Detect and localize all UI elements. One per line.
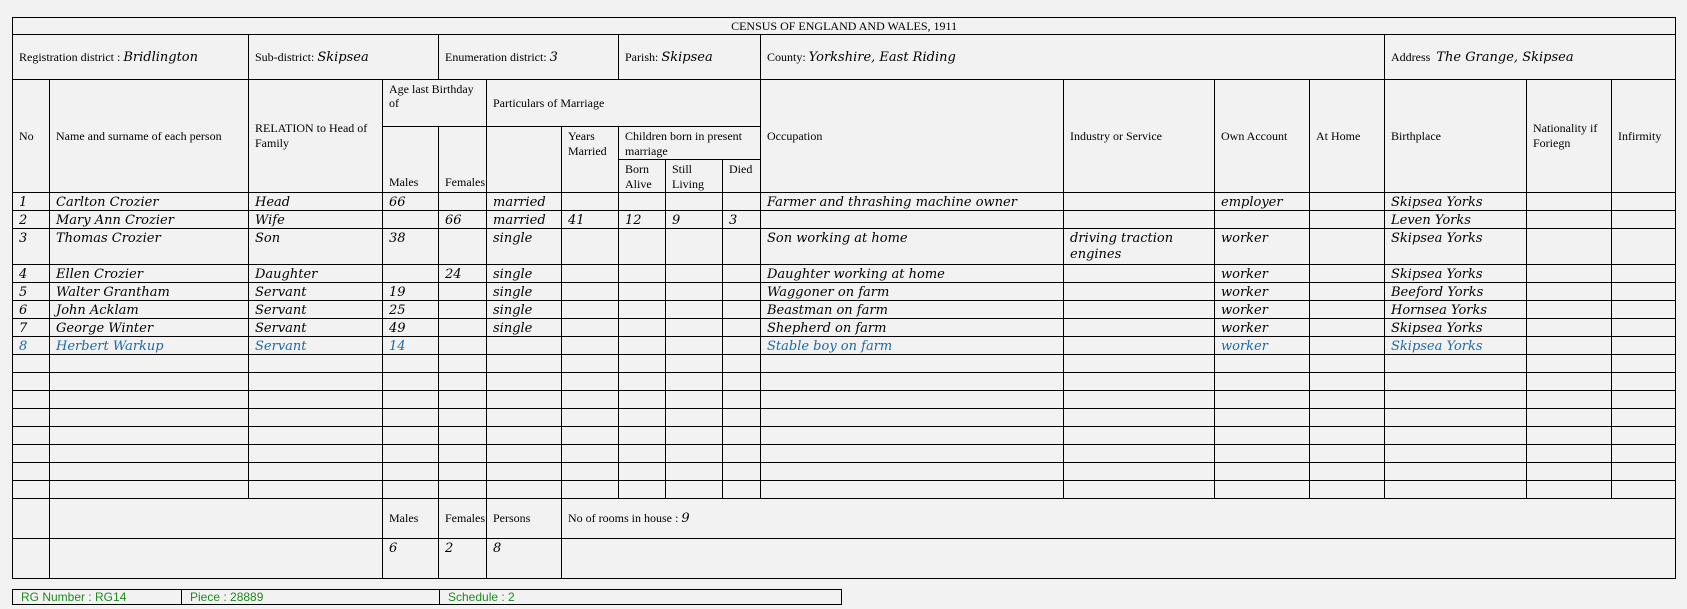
- row-females: [439, 301, 487, 319]
- row-own-account: worker: [1215, 265, 1310, 283]
- row-relation: Son: [249, 229, 383, 265]
- row-own-account: [1215, 211, 1310, 229]
- header-at-home: At Home: [1310, 80, 1385, 193]
- row-at-home: [1310, 229, 1385, 265]
- row-still-living: [666, 265, 723, 283]
- row-name: Walter Grantham: [50, 283, 249, 301]
- row-years-married: [562, 319, 619, 337]
- row-occupation: [761, 211, 1064, 229]
- row-nationality: [1527, 301, 1612, 319]
- row-nationality: [1527, 337, 1612, 355]
- row-still-living: [666, 229, 723, 265]
- header-still-living: Still Living: [666, 160, 723, 193]
- row-years-married: [562, 229, 619, 265]
- table-row: [13, 211, 1676, 229]
- row-born-alive: [619, 283, 666, 301]
- row-born-alive: [619, 319, 666, 337]
- row-infirmity: [1612, 337, 1676, 355]
- row-infirmity: [1612, 265, 1676, 283]
- row-males: 25: [383, 301, 439, 319]
- row-infirmity: [1612, 319, 1676, 337]
- row-females: [439, 229, 487, 265]
- row-nationality: [1527, 265, 1612, 283]
- table-row: [13, 265, 1676, 283]
- row-died: [723, 283, 761, 301]
- row-name: Ellen Crozier: [50, 265, 249, 283]
- row-occupation: Stable boy on farm: [761, 337, 1064, 355]
- totals-males: 6: [383, 539, 439, 579]
- person-rows: [13, 193, 1676, 499]
- row-years-married: [562, 265, 619, 283]
- row-males: [383, 265, 439, 283]
- row-no: 3: [13, 229, 50, 265]
- row-name: Carlton Crozier: [50, 193, 249, 211]
- row-males: 19: [383, 283, 439, 301]
- row-relation: Daughter: [249, 265, 383, 283]
- row-birthplace: Skipsea Yorks: [1385, 229, 1527, 265]
- row-marital-status: married: [487, 193, 562, 211]
- row-years-married: 41: [562, 211, 619, 229]
- totals-persons-label: Persons: [487, 499, 562, 539]
- row-born-alive: 12: [619, 211, 666, 229]
- row-at-home: [1310, 193, 1385, 211]
- row-own-account: worker: [1215, 319, 1310, 337]
- header-children: Children born in present marriage: [619, 127, 761, 160]
- row-died: [723, 229, 761, 265]
- row-still-living: [666, 193, 723, 211]
- sub-district: Sub-district: Skipsea: [249, 35, 439, 80]
- totals-females-label: Females: [439, 499, 487, 539]
- row-nationality: [1527, 319, 1612, 337]
- row-still-living: [666, 283, 723, 301]
- row-infirmity: [1612, 211, 1676, 229]
- row-industry: [1064, 283, 1215, 301]
- row-born-alive: [619, 265, 666, 283]
- row-birthplace: Beeford Yorks: [1385, 283, 1527, 301]
- row-relation: Servant: [249, 337, 383, 355]
- row-years-married: [562, 283, 619, 301]
- row-born-alive: [619, 193, 666, 211]
- row-males: [383, 211, 439, 229]
- header-relation: RELATION to Head of Family: [249, 80, 383, 193]
- registration-district: Registration district : Bridlington: [13, 35, 249, 80]
- row-industry: [1064, 265, 1215, 283]
- header-born-alive: Born Alive: [619, 160, 666, 193]
- address: Address The Grange, Skipsea: [1385, 35, 1676, 80]
- table-row: [13, 319, 1676, 337]
- row-died: [723, 265, 761, 283]
- row-females: 24: [439, 265, 487, 283]
- info-row: [13, 35, 1676, 80]
- row-females: [439, 319, 487, 337]
- row-birthplace: Skipsea Yorks: [1385, 265, 1527, 283]
- row-males: 49: [383, 319, 439, 337]
- parish: Parish: Skipsea: [619, 35, 761, 80]
- row-birthplace: Leven Yorks: [1385, 211, 1527, 229]
- row-years-married: [562, 193, 619, 211]
- row-nationality: [1527, 193, 1612, 211]
- row-years-married: [562, 301, 619, 319]
- row-marital-status: married: [487, 211, 562, 229]
- row-at-home: [1310, 319, 1385, 337]
- row-at-home: [1310, 211, 1385, 229]
- table-row: [13, 301, 1676, 319]
- row-own-account: employer: [1215, 193, 1310, 211]
- enumeration-district: Enumeration district: 3: [439, 35, 619, 80]
- rg-number: RG Number : RG14: [13, 590, 182, 605]
- row-marital-status: single: [487, 265, 562, 283]
- row-industry: [1064, 211, 1215, 229]
- row-occupation: Son working at home: [761, 229, 1064, 265]
- row-still-living: [666, 337, 723, 355]
- row-males: 14: [383, 337, 439, 355]
- header-died: Died: [723, 160, 761, 193]
- empty-row: [13, 373, 1676, 391]
- row-no: 7: [13, 319, 50, 337]
- empty-row: [13, 409, 1676, 427]
- header-birthplace: Birthplace: [1385, 80, 1527, 193]
- row-still-living: [666, 319, 723, 337]
- row-name: Thomas Crozier: [50, 229, 249, 265]
- row-relation: Servant: [249, 283, 383, 301]
- row-industry: driving traction engines: [1064, 229, 1215, 265]
- row-infirmity: [1612, 193, 1676, 211]
- row-still-living: 9: [666, 211, 723, 229]
- row-birthplace: Skipsea Yorks: [1385, 193, 1527, 211]
- table-row: [13, 193, 1676, 211]
- row-industry: [1064, 319, 1215, 337]
- row-industry: [1064, 193, 1215, 211]
- totals-value-row: [13, 539, 1676, 579]
- row-own-account: worker: [1215, 229, 1310, 265]
- census-form: [12, 17, 1676, 579]
- totals-females: 2: [439, 539, 487, 579]
- header-name: Name and surname of each person: [50, 80, 249, 193]
- row-nationality: [1527, 211, 1612, 229]
- empty-row: [13, 463, 1676, 481]
- row-occupation: Farmer and thrashing machine owner: [761, 193, 1064, 211]
- table-row: [13, 337, 1676, 355]
- row-own-account: worker: [1215, 337, 1310, 355]
- county: County: Yorkshire, East Riding: [761, 35, 1385, 80]
- totals-males-label: Males: [383, 499, 439, 539]
- row-industry: [1064, 337, 1215, 355]
- row-nationality: [1527, 283, 1612, 301]
- row-died: [723, 319, 761, 337]
- totals-header-row: [13, 499, 1676, 539]
- row-no: 5: [13, 283, 50, 301]
- header-males: Males: [383, 127, 439, 193]
- row-relation: Head: [249, 193, 383, 211]
- row-females: 66: [439, 211, 487, 229]
- header-no: No: [13, 80, 50, 193]
- header-marriage: Particulars of Marriage: [487, 80, 761, 127]
- rooms: No of rooms in house : 9: [562, 499, 1676, 539]
- empty-row: [13, 355, 1676, 373]
- row-died: 3: [723, 211, 761, 229]
- row-no: 6: [13, 301, 50, 319]
- row-marital-status: single: [487, 301, 562, 319]
- row-industry: [1064, 301, 1215, 319]
- row-females: [439, 193, 487, 211]
- header-occupation: Occupation: [761, 80, 1064, 193]
- census-title: CENSUS OF ENGLAND AND WALES, 1911: [13, 18, 1676, 35]
- row-born-alive: [619, 337, 666, 355]
- row-occupation: Shepherd on farm: [761, 319, 1064, 337]
- header-nationality: Nationality if Foriegn: [1527, 80, 1612, 193]
- row-males: 38: [383, 229, 439, 265]
- totals-persons: 8: [487, 539, 562, 579]
- header-infirmity: Infirmity: [1612, 80, 1676, 193]
- row-name: Mary Ann Crozier: [50, 211, 249, 229]
- row-infirmity: [1612, 283, 1676, 301]
- row-at-home: [1310, 337, 1385, 355]
- header-years-married: Years Married: [562, 127, 619, 193]
- schedule-number: Schedule : 2: [440, 590, 842, 605]
- row-died: [723, 193, 761, 211]
- row-born-alive: [619, 229, 666, 265]
- row-occupation: Beastman on farm: [761, 301, 1064, 319]
- row-no: 2: [13, 211, 50, 229]
- row-name: George Winter: [50, 319, 249, 337]
- row-at-home: [1310, 283, 1385, 301]
- reference-footer: [12, 589, 842, 605]
- header-females: Females: [439, 127, 487, 193]
- row-no: 4: [13, 265, 50, 283]
- row-infirmity: [1612, 229, 1676, 265]
- row-birthplace: Skipsea Yorks: [1385, 319, 1527, 337]
- row-marital-status: [487, 337, 562, 355]
- row-nationality: [1527, 229, 1612, 265]
- row-birthplace: Skipsea Yorks: [1385, 337, 1527, 355]
- row-relation: Wife: [249, 211, 383, 229]
- row-name: Herbert Warkup: [50, 337, 249, 355]
- row-infirmity: [1612, 301, 1676, 319]
- row-name: John Acklam: [50, 301, 249, 319]
- row-died: [723, 301, 761, 319]
- row-no: 1: [13, 193, 50, 211]
- row-birthplace: Hornsea Yorks: [1385, 301, 1527, 319]
- row-females: [439, 337, 487, 355]
- row-relation: Servant: [249, 301, 383, 319]
- row-marital-status: single: [487, 319, 562, 337]
- row-no: 8: [13, 337, 50, 355]
- row-marital-status: single: [487, 283, 562, 301]
- piece-number: Piece : 28889: [182, 590, 440, 605]
- row-males: 66: [383, 193, 439, 211]
- row-own-account: worker: [1215, 283, 1310, 301]
- row-occupation: Waggoner on farm: [761, 283, 1064, 301]
- row-relation: Servant: [249, 319, 383, 337]
- row-died: [723, 337, 761, 355]
- header-age: Age last Birthday of: [383, 80, 487, 127]
- table-row: [13, 283, 1676, 301]
- row-marital-status: single: [487, 229, 562, 265]
- table-row: [13, 229, 1676, 265]
- row-at-home: [1310, 301, 1385, 319]
- row-still-living: [666, 301, 723, 319]
- row-born-alive: [619, 301, 666, 319]
- empty-row: [13, 427, 1676, 445]
- row-at-home: [1310, 265, 1385, 283]
- row-occupation: Daughter working at home: [761, 265, 1064, 283]
- row-years-married: [562, 337, 619, 355]
- header-marital-status: [487, 127, 562, 193]
- empty-row: [13, 391, 1676, 409]
- empty-row: [13, 445, 1676, 463]
- row-females: [439, 283, 487, 301]
- empty-row: [13, 481, 1676, 499]
- header-industry: Industry or Service: [1064, 80, 1215, 193]
- row-own-account: worker: [1215, 301, 1310, 319]
- header-own-account: Own Account: [1215, 80, 1310, 193]
